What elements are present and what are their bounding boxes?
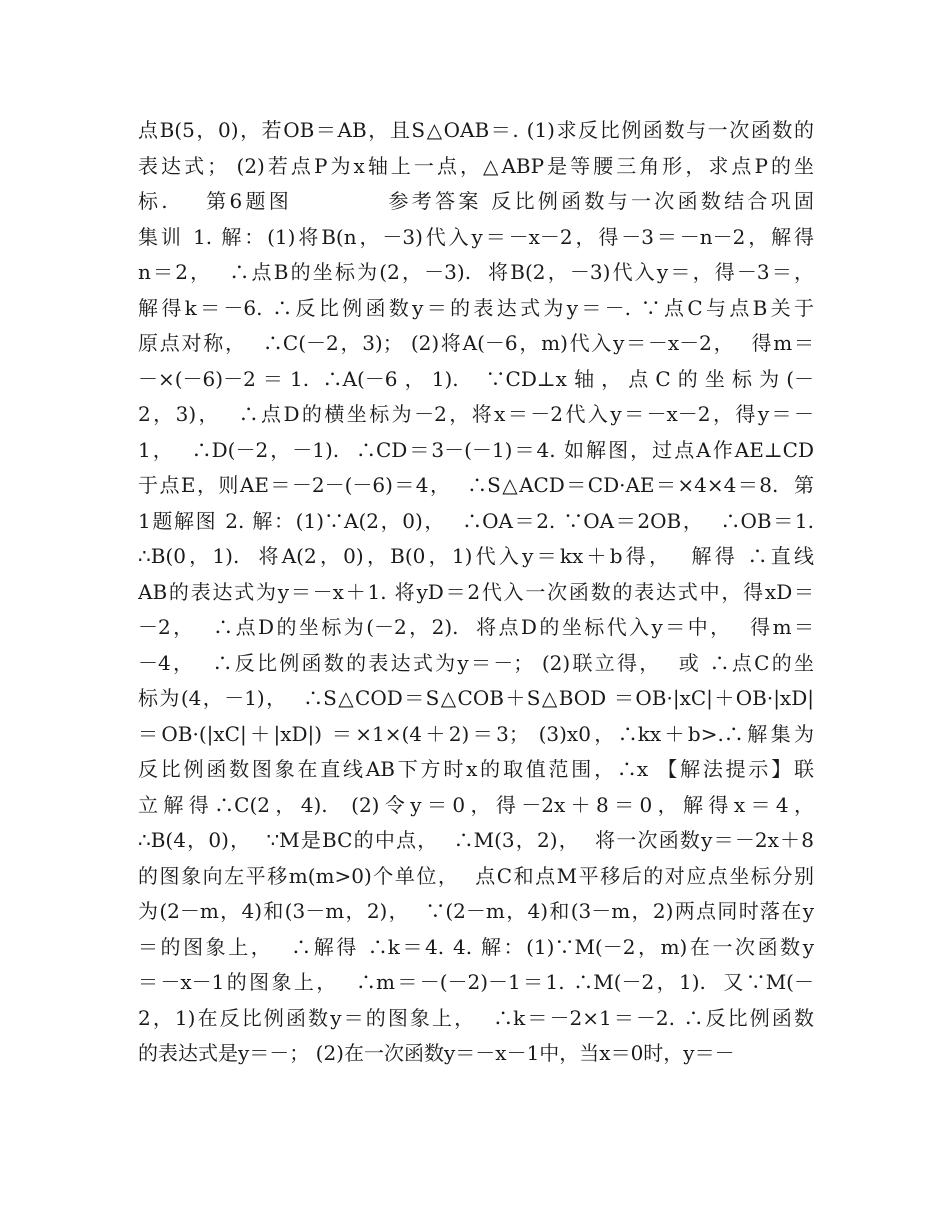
text-line: n＝2， ∴点B的坐标为(2，－3). 将B(2，－3)代入y＝，得－3＝，	[138, 260, 814, 284]
text-line: 的图象向左平移m(m>0)个单位， 点C和点M平移后的对应点坐标分别	[138, 863, 814, 888]
text-line: 立解得∴C(2，4). (2)令y＝0，得－2x＋8＝0，解得x＝4，	[138, 792, 814, 817]
text-line: 于点E，则AE＝－2－(－6)＝4， ∴S△ACD＝CD·AE＝×4×4＝8. 第	[138, 473, 814, 497]
text-line: 的表达式是y＝－； (2)在一次函数y＝－x－1中，当x＝0时，y＝－	[138, 1041, 735, 1065]
text-line: 反比例函数图象在直线AB下方时x的取值范围，∴x 【解法提示】联	[138, 757, 814, 781]
text-line: 2，3)， ∴点D的横坐标为－2，将x＝－2代入y＝－x－2，得y＝－	[138, 402, 814, 426]
text-line: 1题解图 2. 解：(1)∵A(2，0)， ∴OA＝2. ∵OA＝2OB， ∴OB＝1.	[138, 508, 814, 533]
text-line: 标. 第6题图 参考答案 反比例函数与一次函数结合巩固	[138, 189, 814, 213]
text-line: ∴B(0，1). 将A(2，0)，B(0，1)代入y＝kx＋b得， 解得 ∴直线	[138, 544, 814, 568]
text-line: ∴B(4，0)， ∵M是BC的中点， ∴M(3，2)， 将一次函数y＝－2x＋8	[138, 828, 814, 852]
text-line: 解得k＝－6. ∴反比例函数y＝的表达式为y＝－. ∵点C与点B关于	[138, 295, 814, 320]
text-line: ＝的图象上， ∴解得 ∴k＝4. 4. 解：(1)∵M(－2，m)在一次函数y	[138, 934, 814, 959]
text-line: 2，1)在反比例函数y＝的图象上， ∴k＝－2×1＝－2. ∴反比例函数	[138, 1005, 814, 1030]
document-page	[138, 113, 814, 1072]
text-line: 点B(5，0)，若OB＝AB，且S△OAB＝. (1)求反比例函数与一次函数的	[138, 118, 814, 142]
text-line: ＝OB·(|xC|＋|xD|) ＝×1×(4＋2)＝3； (3)x0，∴kx＋b>.∴解集为	[138, 721, 814, 746]
text-line: ＝－x－1的图象上， ∴m＝－(－2)－1＝1. ∴M(－2，1). 又∵M(－	[138, 970, 814, 994]
text-line: 原点对称， ∴C(－2，3)； (2)将A(－6，m)代入y＝－x－2， 得m＝	[138, 331, 814, 355]
text-line: －4， ∴反比例函数的表达式为y＝－； (2)联立得， 或 ∴点C的坐	[138, 650, 814, 675]
text-line: 1， ∴D(－2，－1). ∴CD＝3－(－1)＝4. 如解图，过点A作AE⊥CD	[138, 437, 814, 462]
text-line: 表达式； (2)若点P为x轴上一点，△ABP是等腰三角形，求点P的坐	[138, 153, 814, 178]
text-line: －×(－6)－2＝1. ∴A(－6，1). ∵CD⊥x轴，点C的坐标为(－	[138, 366, 814, 391]
text-line: －2， ∴点D的坐标为(－2，2). 将点D的坐标代入y＝中， 得m＝	[138, 615, 814, 639]
text-line: AB的表达式为y＝－x＋1. 将yD＝2代入一次函数的表达式中，得xD＝	[138, 579, 814, 604]
text-line: 集训 1. 解：(1)将B(n，－3)代入y＝－x－2，得－3＝－n－2，解得	[138, 224, 814, 249]
text-line: 标为(4，－1)， ∴S△COD＝S△COB＋S△BOD ＝OB·|xC|＋OB·|xD|	[138, 686, 814, 710]
text-line: 为(2－m，4)和(3－m，2)， ∵(2－m，4)和(3－m，2)两点同时落在y	[138, 899, 814, 923]
